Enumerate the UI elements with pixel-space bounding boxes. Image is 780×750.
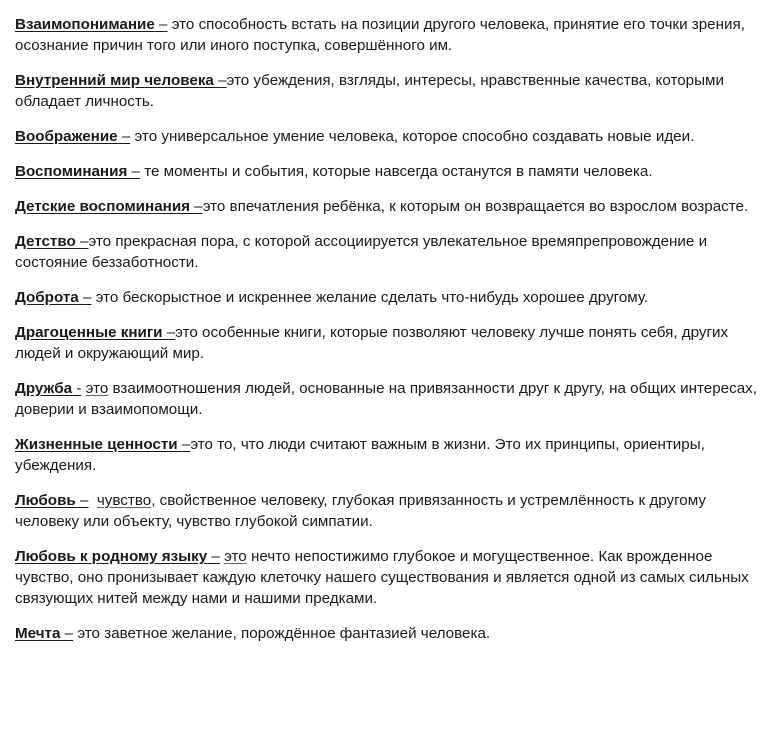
glossary-term: Мечта <box>15 625 61 642</box>
glossary-term: Любовь к родному языку <box>15 548 208 565</box>
glossary-definition: это бескорыстное и искреннее желание сделать что-нибудь хорошее другому. <box>91 289 649 306</box>
term-separator: – <box>117 128 131 145</box>
glossary-definition: взаимоотношения людей, основанные на привязанности друг к другу, на общих интересах, доверии и взаимопомощи. <box>15 380 757 418</box>
glossary-term: Дружба <box>15 380 73 397</box>
glossary-term: Детские воспоминания <box>15 198 191 215</box>
term-separator: – <box>162 324 176 341</box>
glossary-term: Драгоценные книги <box>15 324 163 341</box>
glossary-definition: это убеждения, взгляды, интересы, нравственные качества, которыми обладает личность. <box>15 72 724 110</box>
glossary-definition: это то, что люди считают важным в жизни. Это их принципы, ориентиры, убеждения. <box>15 436 705 474</box>
glossary-entry <box>15 14 772 56</box>
glossary-term: Внутренний мир человека <box>15 72 214 89</box>
term-separator: – <box>207 548 220 565</box>
glossary-entry <box>15 490 772 532</box>
glossary-definition: это впечатления ребёнка, к которым он возвращается во взрослом возрасте. <box>202 198 749 215</box>
glossary-term: Доброта <box>15 289 79 306</box>
glossary-entry <box>15 434 772 476</box>
definition-lead-word: чувство <box>96 492 152 509</box>
glossary-definition: это способность встать на позиции другого человека, принятие его точки зрения, осознание причин того или иного поступка, совершённого им. <box>15 16 745 54</box>
glossary-entry <box>15 322 772 364</box>
term-separator: – <box>127 163 140 180</box>
term-separator: – <box>177 436 191 453</box>
glossary-entry <box>15 231 772 273</box>
glossary-definition: , свойственное человеку, глубокая привязанность и устремлённость к другому человеку или объекту, чувство глубокой симпатии. <box>15 492 706 530</box>
glossary-entry <box>15 623 772 644</box>
glossary-term: Взаимопонимание <box>15 16 155 33</box>
term-separator: – <box>78 289 92 306</box>
glossary-entry <box>15 546 772 609</box>
glossary-definition: те моменты и события, которые навсегда останутся в памяти человека. <box>139 163 653 180</box>
glossary-definition: это заветное желание, порождённое фантазией человека. <box>73 625 491 642</box>
term-separator: – <box>213 72 227 89</box>
term-separator: – <box>75 233 89 250</box>
glossary-entry <box>15 161 772 182</box>
glossary-term: Воображение <box>15 128 118 145</box>
definition-lead-word: это <box>85 380 109 397</box>
term-separator: – <box>75 492 89 509</box>
term-separator: – <box>60 625 74 642</box>
glossary-entry <box>15 70 772 112</box>
term-separator: – <box>154 16 168 33</box>
term-separator: - <box>72 380 82 397</box>
glossary-term: Воспоминания <box>15 163 128 180</box>
glossary-entry <box>15 378 772 420</box>
glossary-entry <box>15 126 772 147</box>
glossary-term: Жизненные ценности <box>15 436 178 453</box>
term-separator: – <box>190 198 203 215</box>
glossary-definition: нечто непостижимо глубокое и могущественное. Как врожденное чувство, оно пронизывает каждую клеточку нашего существования и является одной из самых сильных связующих нитей между нами и нашими предками. <box>15 548 749 607</box>
glossary-definition: это универсальное умение человека, которое способно создавать новые идеи. <box>130 128 695 145</box>
glossary-term: Детство <box>15 233 76 250</box>
definition-lead-word: это <box>224 548 247 565</box>
glossary-entry <box>15 196 772 217</box>
glossary-term: Любовь <box>15 492 76 509</box>
glossary-entry <box>15 287 772 308</box>
glossary-definition: это особенные книги, которые позволяют человеку лучше понять себя, других людей и окружающий мир. <box>15 324 729 362</box>
glossary-definition: это прекрасная пора, с которой ассоциируется увлекательное времяпрепровождение и состояние беззаботности. <box>15 233 708 271</box>
